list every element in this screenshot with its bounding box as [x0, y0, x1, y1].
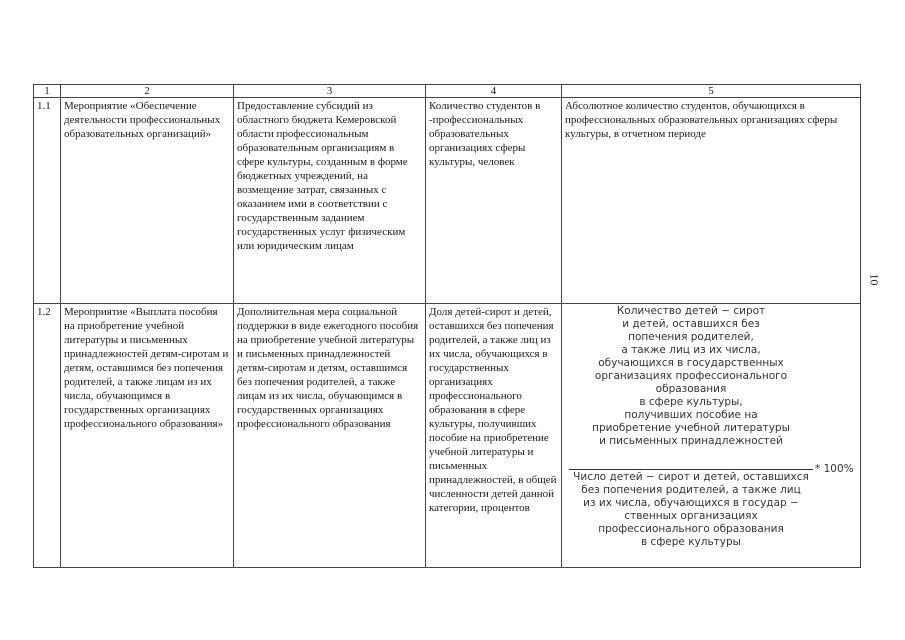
row-number: 1.2 — [34, 304, 61, 568]
numerator-line: приобретение учебной литературы — [592, 422, 790, 434]
fraction-line — [569, 469, 813, 470]
formula-numerator — [569, 305, 813, 448]
denominator-line: без попечения родителей, а также лиц — [581, 484, 801, 496]
formula — [565, 305, 857, 563]
numerator-line: образования — [655, 383, 727, 395]
numerator-line: попечения родителей, — [628, 331, 754, 343]
header-cell-4: 4 — [426, 85, 562, 98]
event-name-cell: Мероприятие «Выплата пособия на приобретение учебной литературы и письменных принадлежностей детям-сиротам и детям, оставшимся без попечения родителей, а также лицам из их числа, обучающимся в государственных организациях профессионального образования» — [61, 304, 234, 568]
denominator-line: в сфере культуры — [641, 536, 741, 548]
page-number: 10 — [867, 273, 882, 286]
denominator-line: профессионального образования — [598, 523, 784, 535]
numerator-line: а также лиц из их числа, — [621, 344, 761, 356]
header-row — [34, 85, 861, 98]
calculation-method-cell: Абсолютное количество студентов, обучающихся в профессиональных образовательных организациях сферы культуры, в отчетном периоде — [562, 98, 861, 304]
event-name-cell: Мероприятие «Обеспечение деятельности профессиональных образовательных организаций» — [61, 98, 234, 304]
indicator-name-cell: Доля детей-сирот и детей, оставшихся без попечения родителей, а также лиц из их числа, обучающихся в государственных организациях профессионального образования в сфере культуры, получивших пособие на приобретение учебной литературы и письменных принадлежностей, в общей численности детей данной категории, процентов — [426, 304, 562, 568]
formula-multiplier: * 100% — [815, 463, 854, 475]
event-description-cell: Дополнительная мера социальной поддержки в виде ежегодного пособия на приобретение учебной литературы и письменных принадлежностей детям-сиротам и детям, оставшимся без попечения родителей, а также лицам из их числа, обучающимся в государственных организациях профессионального образования — [234, 304, 426, 568]
numerator-line: Количество детей − сирот — [616, 305, 766, 317]
table-row — [34, 98, 861, 304]
numerator-line: получивших пособие на — [624, 409, 758, 421]
denominator-line: Число детей − сирот и детей, оставшихся — [573, 471, 809, 483]
denominator-line: из их числа, обучающихся в государ − — [583, 497, 799, 509]
indicator-name-cell: Количество студентов в -профессиональных образовательных организациях сферы культуры, человек — [426, 98, 562, 304]
formula-denominator — [569, 471, 813, 549]
numerator-line: обучающихся в государственных — [598, 357, 784, 369]
event-description-cell: Предоставление субсидий из областного бюджета Кемеровской области профессиональным образовательным организациям в сфере культуры, созданным в форме бюджетных учреждений, на возмещение затрат, связанных с оказанием ими в соответствии с государственным заданием государственных услуг физическим или юридическим лицам — [234, 98, 426, 304]
numerator-line: организациях профессионального — [594, 370, 788, 382]
row-number: 1.1 — [34, 98, 61, 304]
numerator-line: и письменных принадлежностей — [599, 435, 783, 447]
numerator-line: в сфере культуры, — [639, 396, 743, 408]
header-cell-1: 1 — [34, 85, 61, 98]
header-cell-3: 3 — [234, 85, 426, 98]
header-cell-2: 2 — [61, 85, 234, 98]
indicator-table — [33, 84, 861, 568]
calculation-formula-cell — [562, 304, 861, 568]
header-cell-5: 5 — [562, 85, 861, 98]
table-row — [34, 304, 861, 568]
numerator-line: и детей, оставшихся без — [622, 318, 760, 330]
denominator-line: ственных организациях — [624, 510, 758, 522]
